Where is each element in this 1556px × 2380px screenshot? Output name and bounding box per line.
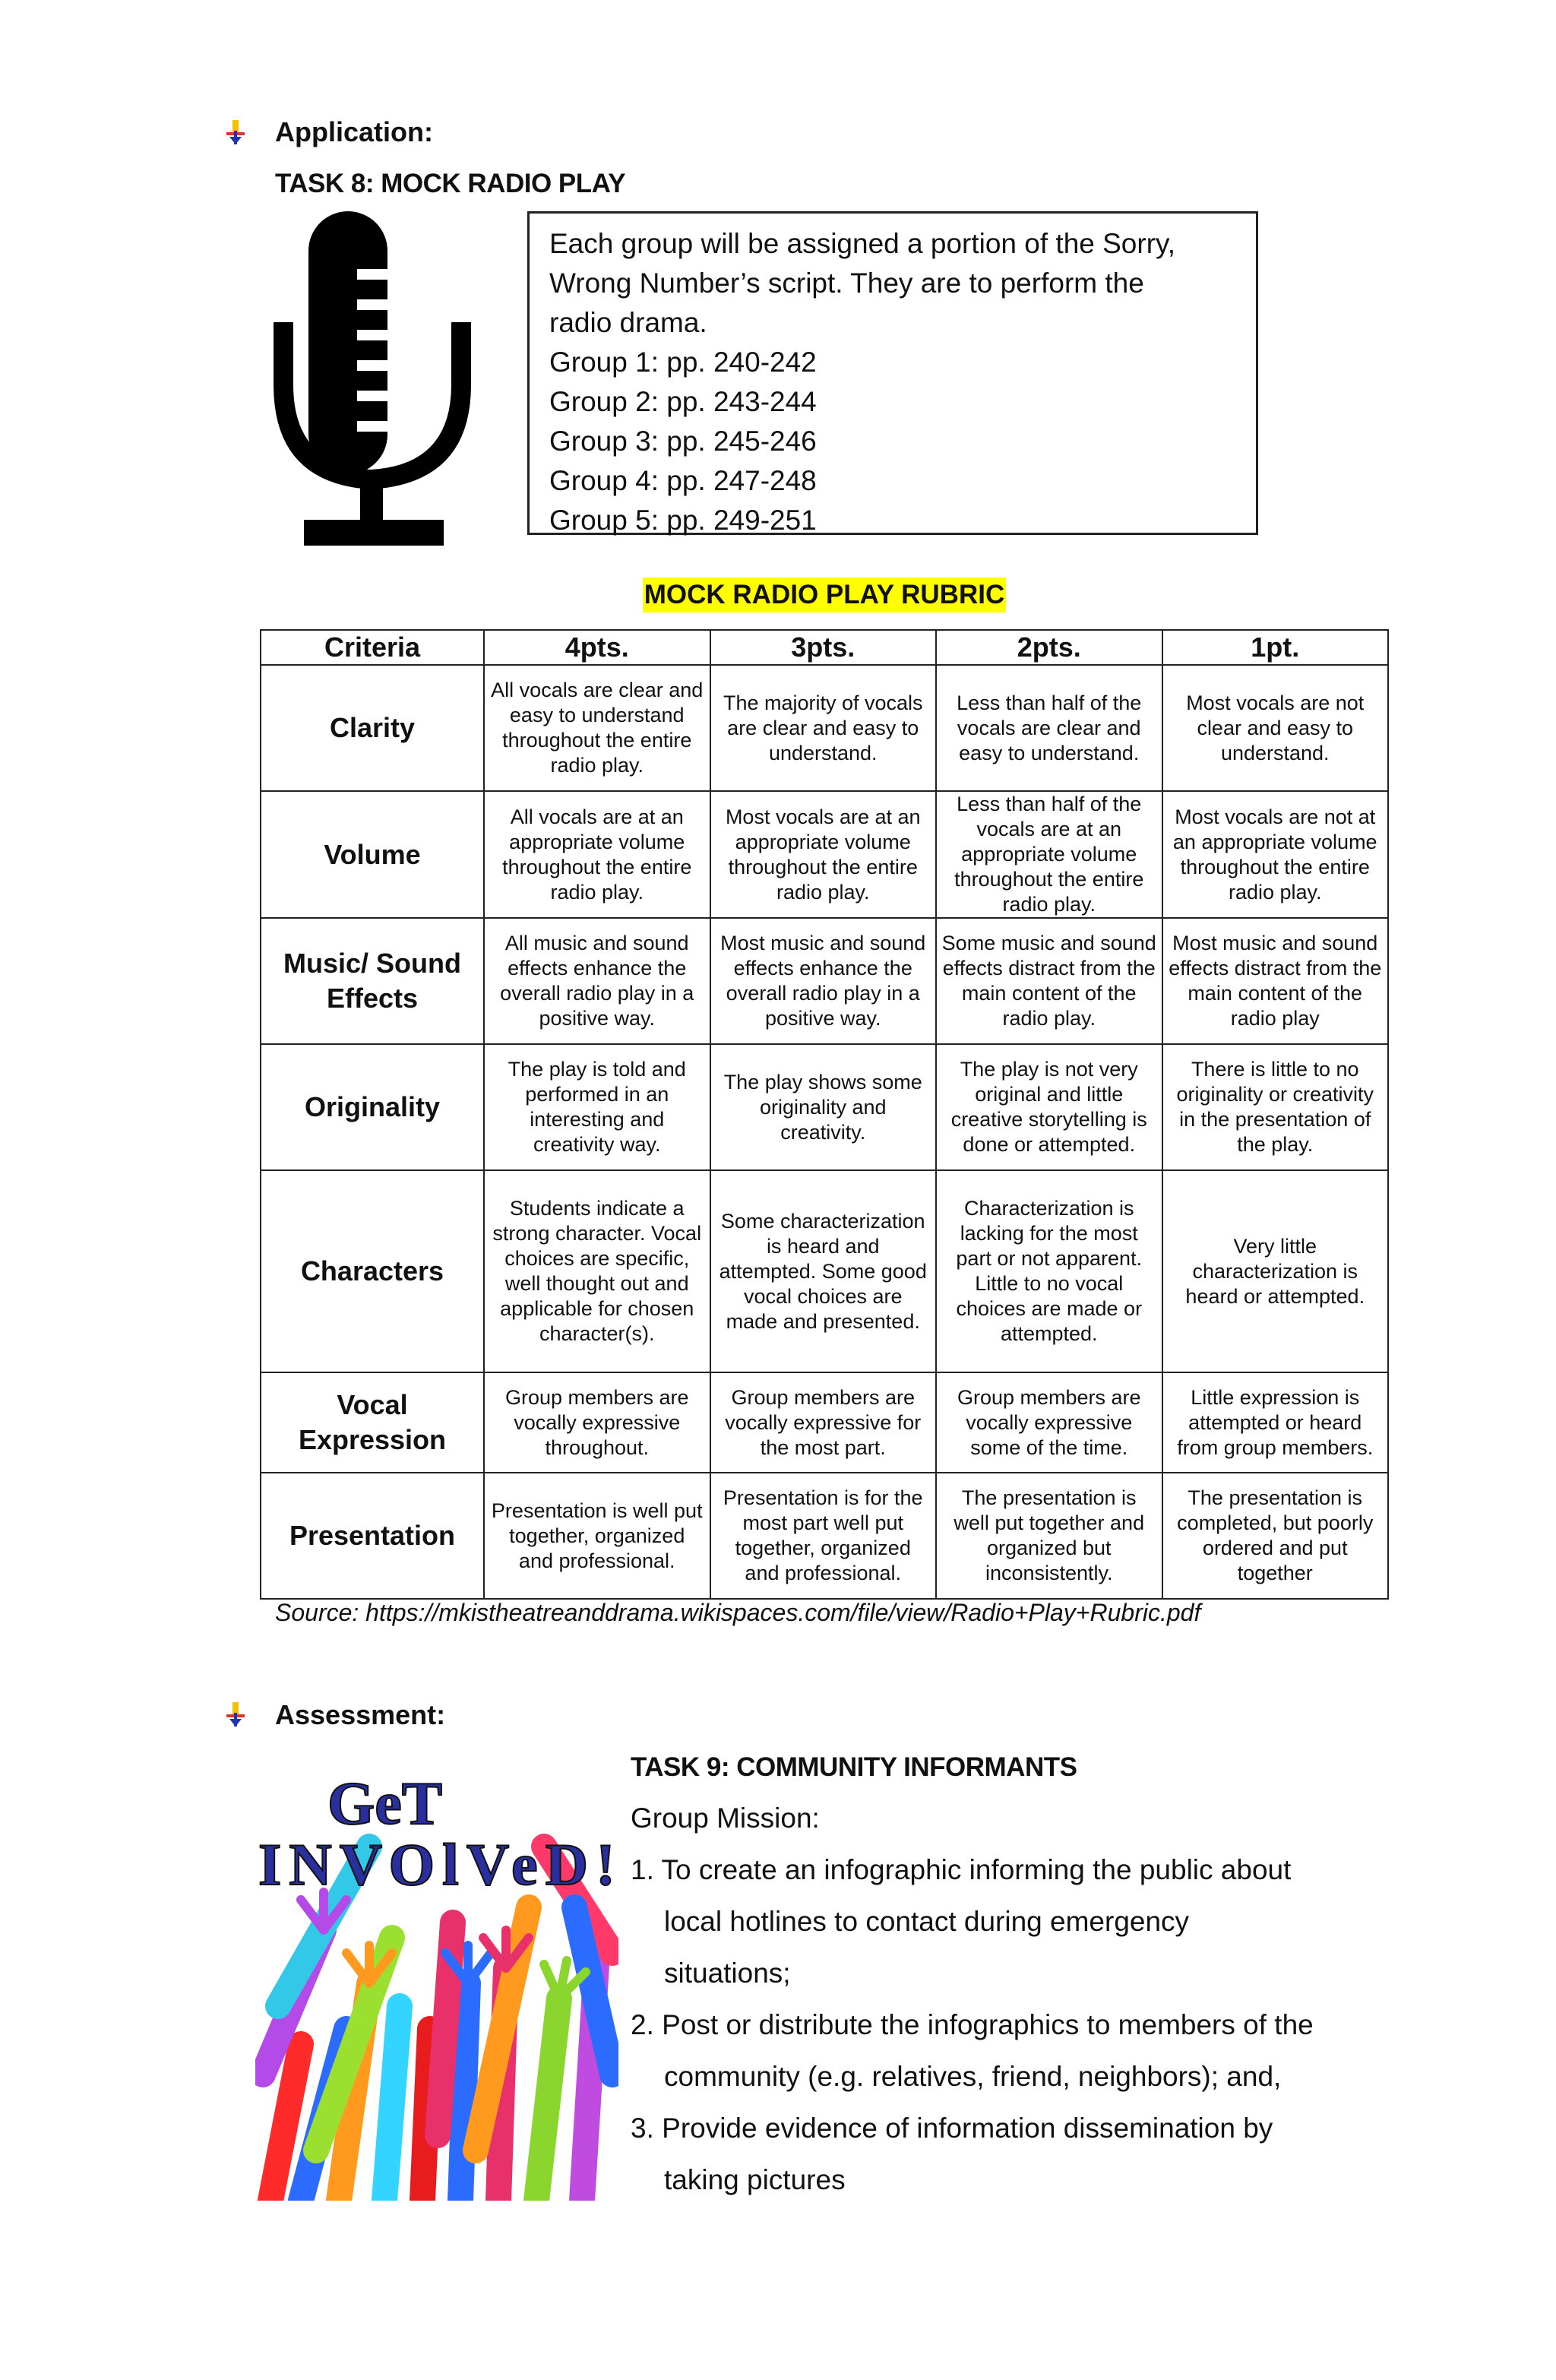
mission-item-3-cont: taking pictures [664,2164,846,2195]
rubric-cell: Less than half of the vocals are clear and easy to understand. [936,665,1162,791]
rubric-cell: Most music and sound effects distract from the main content of the radio play [1162,918,1389,1044]
rubric-row [261,1473,1388,1599]
rubric-cell: Most music and sound effects enhance the overall radio play in a positive way. [710,918,937,1044]
rubric-cell: All vocals are clear and easy to understand throughout the entire radio play. [484,665,710,791]
rubric-row [261,665,1388,791]
mission-item-2-cont: community (e.g. relatives, friend, neighbors); and, [664,2061,1282,2092]
criteria-cell: Clarity [261,665,484,791]
rubric-title: MOCK RADIO PLAY RUBRIC [643,578,1006,612]
rubric-cell: The presentation is well put together and organized but inconsistently. [936,1473,1162,1599]
rubric-row [261,791,1388,918]
rubric-row [261,1044,1388,1170]
criteria-cell: Volume [261,791,484,918]
svg-text:INVOlVeD!: INVOlVeD! [258,1831,615,1897]
application-heading: Application: [275,116,433,147]
header-criteria: Criteria [261,630,484,665]
group-assignment: Group 4: pp. 247-248 [549,465,817,496]
criteria-cell: Vocal Expression [261,1372,484,1473]
rubric-cell: The majority of vocals are clear and easy to understand. [710,665,937,791]
rubric-cell: Group members are vocally expressive some of the time. [936,1372,1162,1473]
header-points: 4pts. [484,630,710,665]
task9-title: TASK 9: COMMUNITY INFORMANTS [631,1752,1077,1782]
rubric-cell: All vocals are at an appropriate volume throughout the entire radio play. [484,791,710,918]
bullet-arrow-icon [225,1702,248,1728]
rubric-cell: Little expression is attempted or heard from group members. [1162,1372,1389,1473]
mission-item-3: 3. Provide evidence of information dissemination by [631,2113,1273,2144]
rubric-cell: The play is not very original and little creative storytelling is done or attempted. [936,1044,1162,1170]
assessment-heading: Assessment: [275,1699,446,1730]
rubric-cell: Group members are vocally expressive for the most part. [710,1372,937,1473]
mission-item-1-cont: local hotlines to contact during emergency [664,1906,1190,1937]
header-points: 1pt. [1162,630,1389,665]
instruction-line: radio drama. [549,307,707,338]
group-mission-label: Group Mission: [631,1802,820,1834]
rubric-cell: Very little characterization is heard or attempted. [1162,1170,1389,1372]
criteria-cell: Originality [261,1044,484,1170]
rubric-cell: Characterization is lacking for the most part or not apparent. Little to no vocal choices are made or attempted. [936,1170,1162,1372]
bullet-arrow-icon [225,120,248,146]
criteria-cell: Characters [261,1170,484,1372]
rubric-cell: Less than half of the vocals are at an appropriate volume throughout the entire radio play. [936,791,1162,918]
header-points: 2pts. [936,630,1162,665]
rubric-table [260,629,1389,1600]
group-assignment: Group 5: pp. 249-251 [549,505,817,536]
mission-item-1: 1. To create an infographic informing the public about [631,1854,1292,1885]
mission-item-2: 2. Post or distribute the infographics to members of the [631,2009,1314,2040]
rubric-cell: Group members are vocally expressive throughout. [484,1372,710,1473]
header-points: 3pts. [710,630,937,665]
rubric-cell: Most vocals are at an appropriate volume throughout the entire radio play. [710,791,937,918]
instruction-line: Wrong Number’s script. They are to perform the [549,267,1144,299]
instruction-line: Each group will be assigned a portion of the Sorry, [549,228,1176,259]
rubric-header-row [261,630,1388,665]
rubric-cell: There is little to no originality or creativity in the presentation of the play. [1162,1044,1389,1170]
rubric-cell: Most vocals are not at an appropriate volume throughout the entire radio play. [1162,791,1389,918]
criteria-cell: Music/ Sound Effects [261,918,484,1044]
criteria-cell: Presentation [261,1473,484,1599]
rubric-row [261,1170,1388,1372]
rubric-cell: The play shows some originality and creativity. [710,1044,937,1170]
rubric-cell: All music and sound effects enhance the overall radio play in a positive way. [484,918,710,1044]
mission-item-1-cont: situations; [664,1957,791,1989]
rubric-cell: Presentation is for the most part well put together, organized and professional. [710,1473,937,1599]
group-assignment: Group 2: pp. 243-244 [549,386,817,417]
microphone-icon [274,210,480,547]
rubric-row [261,918,1388,1044]
rubric-cell: Most vocals are not clear and easy to understand. [1162,665,1389,791]
task8-title: TASK 8: MOCK RADIO PLAY [275,169,626,198]
rubric-row [261,1372,1388,1473]
task8-instructions-box [527,211,1258,535]
group-assignment: Group 3: pp. 245-246 [549,426,817,457]
rubric-cell: Students indicate a strong character. Vocal choices are specific, well thought out and applicable for chosen character(s). [484,1170,710,1372]
rubric-cell: Some characterization is heard and attempted. Some good vocal choices are made and presented. [710,1170,937,1372]
rubric-cell: Some music and sound effects distract from the main content of the radio play. [936,918,1162,1044]
rubric-cell: Presentation is well put together, organized and professional. [484,1473,710,1599]
svg-text:GeT: GeT [327,1771,443,1837]
group-assignment: Group 1: pp. 240-242 [549,347,817,378]
get-involved-image [255,1755,618,2201]
rubric-source: Source: https://mkistheatreanddrama.wikispaces.com/file/view/Radio+Play+Rubric.pdf [275,1599,1201,1626]
rubric-cell: The presentation is completed, but poorly ordered and put together [1162,1473,1389,1599]
rubric-cell: The play is told and performed in an interesting and creativity way. [484,1044,710,1170]
